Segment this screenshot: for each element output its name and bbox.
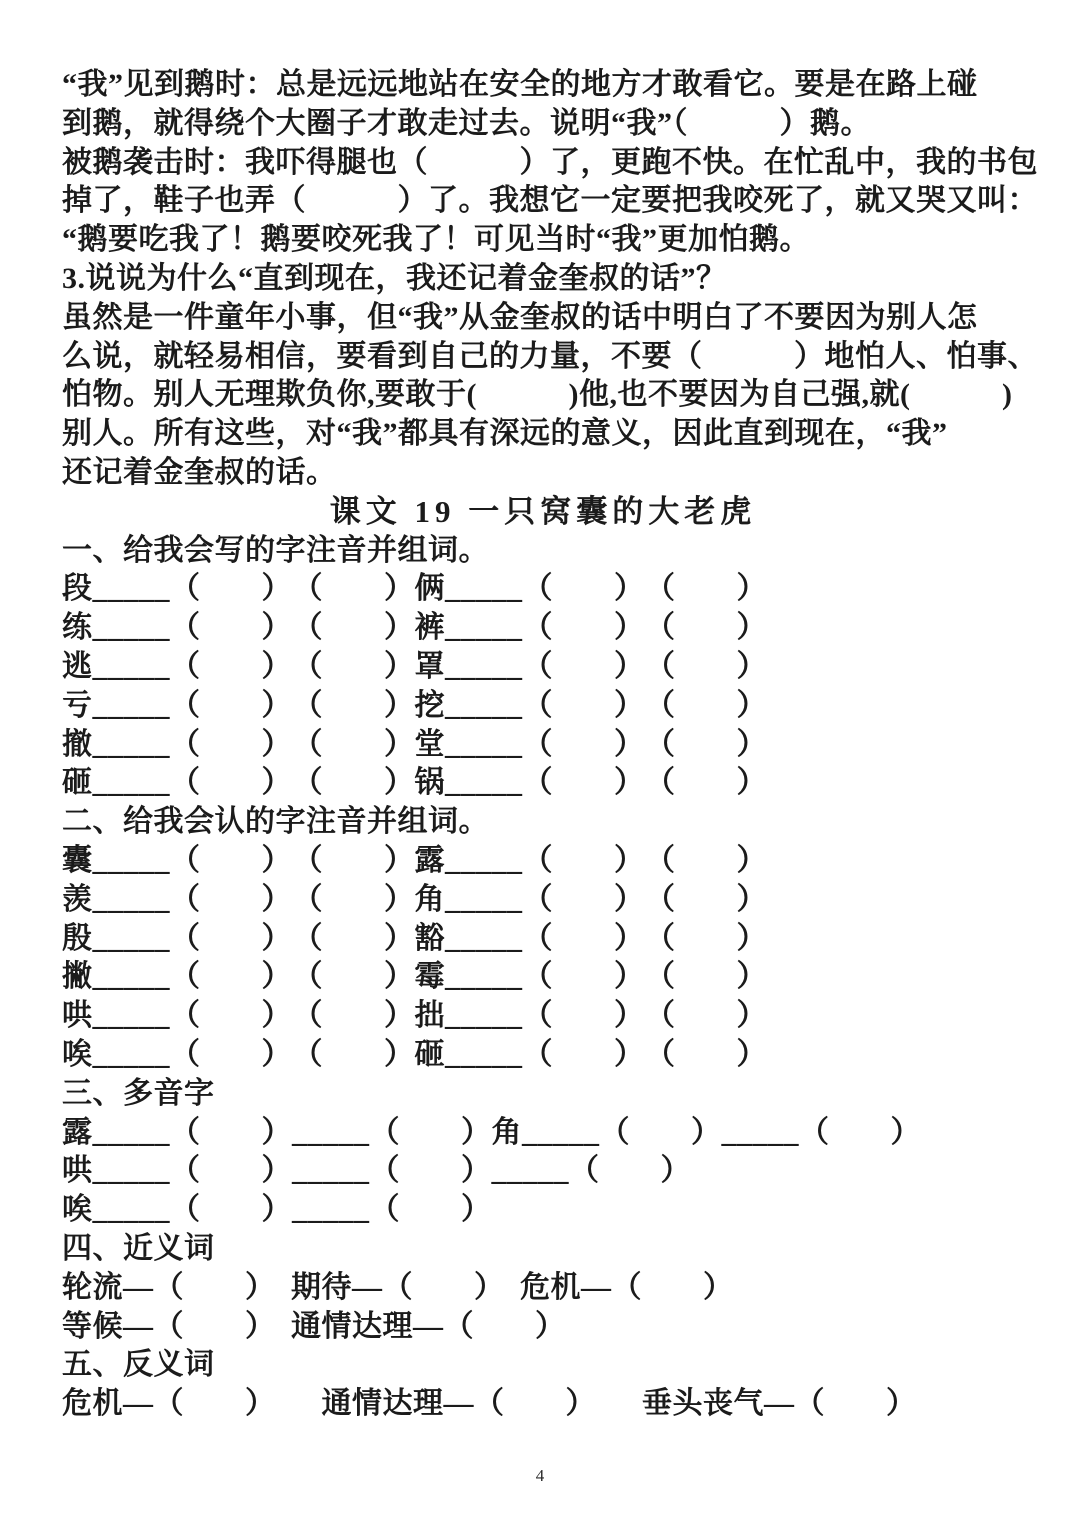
worksheet-row: 唉_____（ ） （ ）砸_____（ ） （ ） (62, 1037, 767, 1071)
section-heading-5: 五、反义词 (62, 1348, 215, 1382)
worksheet-row: 危机—（ ） 通情达理—（ ） 垂头丧气—（ ） (62, 1387, 917, 1421)
worksheet-row: 轮流—（ ） 期待—（ ） 危机—（ ） (62, 1270, 734, 1304)
worksheet-row: 唉_____（ ）_____（ ） (62, 1193, 492, 1227)
passage-line: 被鹅袭击时：我吓得腿也（ ）了，更跑不快。在忙乱中，我的书包 (62, 145, 1038, 179)
worksheet-row: 殷_____（ ） （ ）豁_____（ ） （ ） (62, 921, 767, 955)
section-heading-2: 二、给我会认的字注音并组词。 (62, 805, 489, 839)
worksheet-row: 羡_____（ ） （ ）角_____（ ） （ ） (62, 882, 767, 916)
passage-line: “我”见到鹅时：总是远远地站在安全的地方才敢看它。要是在路上碰 (62, 68, 978, 101)
worksheet-row: 撤_____（ ） （ ）堂_____（ ） （ ） (62, 727, 767, 761)
answer-line: 虽然是一件童年小事，但“我”从金奎叔的话中明白了不要因为别人怎 (62, 300, 978, 334)
answer-line: 还记着金奎叔的话。 (62, 455, 337, 489)
worksheet-row: 囊_____（ ） （ ）露_____（ ） （ ） (62, 843, 767, 877)
passage-line: 掉了，鞋子也弄（ ）了。我想它一定要把我咬死了，就又哭又叫： (62, 184, 1038, 218)
answer-line: 别人。所有这些，对“我”都具有深远的意义，因此直到现在，“我” (62, 417, 948, 451)
worksheet-row: 哄_____（ ） （ ）拙_____（ ） （ ） (62, 999, 767, 1033)
section-heading-4: 四、近义词 (62, 1231, 215, 1265)
worksheet-row: 逃_____（ ） （ ）罩_____（ ） （ ） (62, 649, 767, 683)
answer-line: 怕物。别人无理欺负你,要敢于( )他,也不要因为自己强,就( ) (62, 378, 1013, 412)
worksheet-row: 露_____（ ）_____（ ）角_____（ ）_____（ ） (62, 1115, 921, 1149)
worksheet-row: 段_____（ ） （ ）俩_____（ ） （ ） (62, 572, 767, 606)
worksheet-row: 撇_____（ ） （ ）霉_____（ ） （ ） (62, 960, 767, 994)
worksheet-row: 亏_____（ ） （ ）挖_____（ ） （ ） (62, 688, 767, 722)
answer-line: 么说，就轻易相信，要看到自己的力量，不要（ ）地怕人、怕事、 (62, 339, 1038, 373)
passage-line: 到鹅，就得绕个大圈子才敢走过去。说明“我”（ ）鹅。 (62, 106, 871, 140)
passage-line: “鹅要吃我了！鹅要咬死我了！可见当时“我”更加怕鹅。 (62, 223, 810, 257)
lesson-title: 课文 19 一只窝囊的大老虎 (329, 493, 757, 529)
page-number: 4 (535, 1466, 545, 1485)
question3-prompt: 3.说说为什么“直到现在，我还记着金奎叔的话”？ (62, 261, 727, 295)
worksheet-row: 练_____（ ） （ ）裤_____（ ） （ ） (62, 611, 767, 645)
worksheet-row: 哄_____（ ）_____（ ）_____（ ） (62, 1154, 691, 1188)
section-heading-3: 三、多音字 (62, 1076, 215, 1110)
worksheet-row: 砸_____（ ） （ ）锅_____（ ） （ ） (62, 766, 767, 800)
worksheet-row: 等候—（ ） 通情达理—（ ） (62, 1309, 566, 1343)
section-heading-1: 一、给我会写的字注音并组词。 (62, 533, 489, 567)
